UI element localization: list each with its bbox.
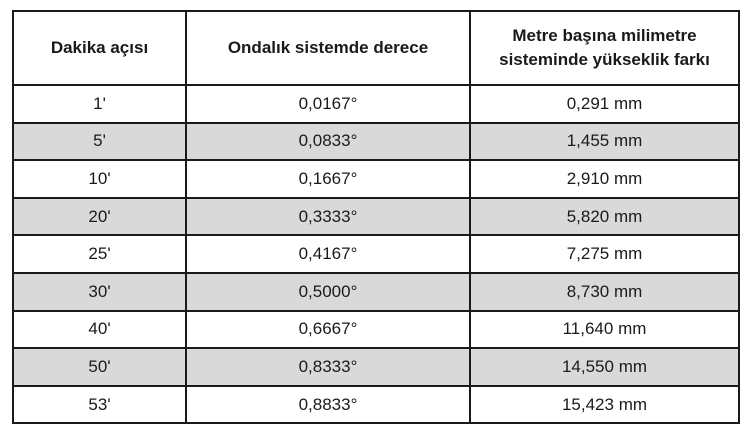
- cell-height-difference: 2,910 mm: [470, 160, 739, 198]
- cell-minute-angle: 40': [13, 311, 186, 349]
- cell-minute-angle: 25': [13, 235, 186, 273]
- cell-minute-angle: 50': [13, 348, 186, 386]
- header-height-difference: [470, 11, 739, 85]
- cell-height-difference: 15,423 mm: [470, 386, 739, 424]
- header-decimal-degree-text: Ondalık sistemde derece: [227, 38, 429, 57]
- cell-minute-angle: 1': [13, 85, 186, 123]
- cell-minute-angle: 30': [13, 273, 186, 311]
- table-row: [13, 273, 739, 311]
- header-height-difference-line-2: sisteminde yükseklik farkı: [499, 50, 710, 69]
- table-row: [13, 311, 739, 349]
- table-header-row: [13, 11, 739, 85]
- cell-height-difference: 7,275 mm: [470, 235, 739, 273]
- cell-decimal-degree: 0,0833°: [186, 123, 470, 161]
- cell-decimal-degree: 0,8833°: [186, 386, 470, 424]
- cell-height-difference: 1,455 mm: [470, 123, 739, 161]
- cell-decimal-degree: 0,1667°: [186, 160, 470, 198]
- cell-minute-angle: 10': [13, 160, 186, 198]
- header-minute-angle-text: Dakika açısı: [50, 38, 149, 57]
- cell-decimal-degree: 0,8333°: [186, 348, 470, 386]
- table-row: [13, 160, 739, 198]
- cell-height-difference: 5,820 mm: [470, 198, 739, 236]
- cell-height-difference: 14,550 mm: [470, 348, 739, 386]
- cell-minute-angle: 5': [13, 123, 186, 161]
- header-decimal-degree: [186, 11, 470, 85]
- cell-decimal-degree: 0,6667°: [186, 311, 470, 349]
- table-row: [13, 348, 739, 386]
- cell-decimal-degree: 0,4167°: [186, 235, 470, 273]
- cell-minute-angle: 53': [13, 386, 186, 424]
- cell-decimal-degree: 0,3333°: [186, 198, 470, 236]
- table-row: [13, 123, 739, 161]
- header-minute-angle: [13, 11, 186, 85]
- cell-height-difference: 8,730 mm: [470, 273, 739, 311]
- header-height-difference-line-1: Metre başına milimetre: [512, 26, 697, 45]
- cell-decimal-degree: 0,5000°: [186, 273, 470, 311]
- conversion-table-container: [12, 10, 738, 424]
- table-row: [13, 85, 739, 123]
- cell-minute-angle: 20': [13, 198, 186, 236]
- cell-height-difference: 0,291 mm: [470, 85, 739, 123]
- cell-decimal-degree: 0,0167°: [186, 85, 470, 123]
- conversion-table: [12, 10, 740, 424]
- cell-height-difference: 11,640 mm: [470, 311, 739, 349]
- table-row: [13, 235, 739, 273]
- table-row: [13, 386, 739, 424]
- table-row: [13, 198, 739, 236]
